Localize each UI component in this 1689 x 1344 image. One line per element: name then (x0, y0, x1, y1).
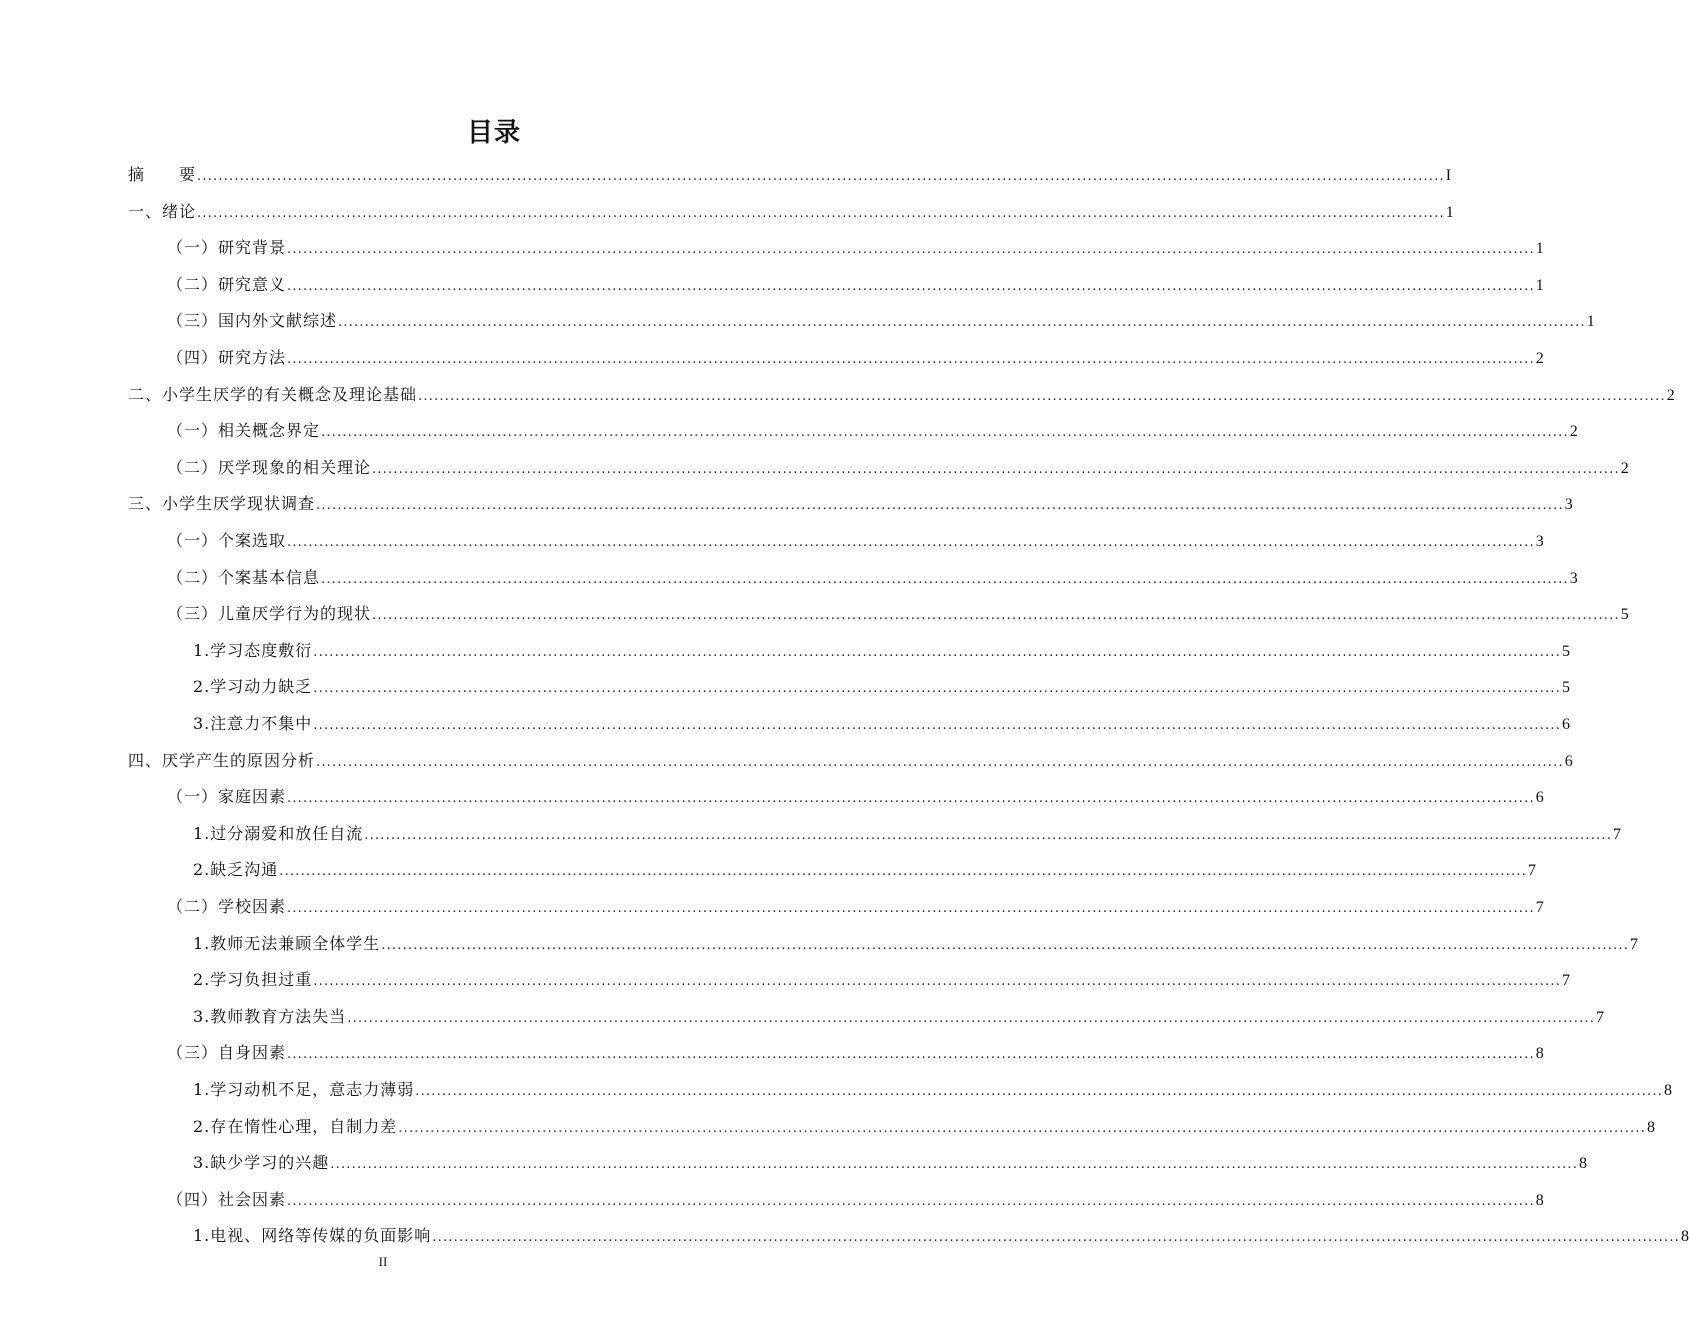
toc-entry-label: （二）厌学现象的相关理论 (167, 457, 372, 477)
page-title: 目录 (466, 118, 521, 148)
toc-entry[interactable] (167, 267, 1544, 303)
toc-entry-label: 1.过分溺爱和放任自流 (193, 823, 364, 843)
toc-entry-page-number: 8 (1579, 1155, 1588, 1173)
toc-dot-leader: .......................................................................................................................................................................................................................................... (287, 1193, 1535, 1209)
toc-entry-label: 3.注意力不集中 (193, 714, 313, 733)
toc-entry-page-number: 8 (1535, 1191, 1544, 1209)
toc-entry-label: （四）社会因素 (167, 1189, 287, 1209)
toc-entry[interactable] (193, 926, 1639, 962)
toc-entry-label: 三、小学生厌学现状调查 (128, 494, 316, 514)
toc-dot-leader: .......................................................................................................................................................................................................................................... (316, 754, 1564, 770)
toc-entry[interactable] (167, 779, 1544, 815)
toc-dot-leader: .......................................................................................................................................................................................................................................... (313, 681, 1562, 697)
toc-dot-leader: .......................................................................................................................................................................................................................................... (279, 864, 1528, 880)
toc-entry-page-number: 3 (1535, 533, 1544, 550)
toc-entry-page-number: 7 (1562, 972, 1571, 990)
toc-entry-label: （三）自身因素 (167, 1043, 287, 1063)
toc-entry-page-number: 1 (1535, 240, 1544, 258)
toc-entry-label: 1.教师无法兼顾全体学生 (193, 933, 381, 953)
toc-entry-label: 四、厌学产生的原因分析 (128, 750, 316, 770)
toc-entry[interactable] (193, 633, 1571, 669)
toc-entry[interactable] (193, 962, 1571, 998)
toc-entry-page-number: 6 (1535, 789, 1544, 807)
toc-entry-page-number: 1 (1445, 203, 1454, 221)
toc-entry-page-number: 6 (1564, 752, 1573, 770)
toc-entry-label: 摘 要 (128, 165, 197, 184)
toc-dot-leader: .......................................................................................................................................................................................................................................... (330, 1157, 1579, 1173)
toc-entry[interactable] (193, 706, 1571, 742)
toc-entry-page-number: 2 (1569, 423, 1578, 441)
toc-entry-label: （一）研究背景 (167, 238, 287, 258)
toc-entry[interactable] (128, 157, 1452, 193)
toc-dot-leader: .......................................................................................................................................................................................................................................... (197, 169, 1445, 184)
toc-entry[interactable] (193, 1072, 1673, 1108)
toc-dot-leader: .......................................................................................................................................................................................................................................... (321, 571, 1569, 587)
toc-entry[interactable] (193, 852, 1537, 888)
toc-entry-label: （一）个案选取 (167, 531, 287, 550)
toc-dot-leader: .......................................................................................................................................................................................................................................... (313, 718, 1562, 733)
toc-entry[interactable] (193, 999, 1605, 1035)
toc-entry-page-number: 5 (1562, 679, 1571, 697)
toc-entry-label: （一）家庭因素 (167, 787, 287, 807)
toc-entry-page-number: 2 (1535, 350, 1544, 367)
toc-dot-leader: .......................................................................................................................................................................................................................................... (347, 1010, 1596, 1026)
toc-entry-page-number: 5 (1562, 642, 1571, 660)
toc-entry-page-number: 7 (1596, 1008, 1605, 1026)
toc-entry[interactable] (128, 377, 1675, 413)
toc-entry-label: 1.学习动机不足，意志力薄弱 (193, 1080, 415, 1099)
toc-entry[interactable] (167, 1035, 1544, 1071)
toc-dot-leader: .......................................................................................................................................................................................................................................... (381, 937, 1630, 953)
toc-entry-label: 2.缺乏沟通 (193, 860, 279, 880)
toc-dot-leader: .......................................................................................................................................................................................................................................... (338, 315, 1586, 331)
toc-entry-label: （二）个案基本信息 (167, 567, 321, 587)
toc-entry-label: 二、小学生厌学的有关概念及理论基础 (128, 384, 418, 404)
toc-dot-leader: .......................................................................................................................................................................................................................................... (372, 608, 1620, 624)
toc-entry[interactable] (128, 194, 1454, 230)
toc-entry-label: 3.缺少学习的兴趣 (193, 1153, 330, 1173)
toc-entry-page-number: 8 (1664, 1082, 1673, 1099)
toc-entry-label: 一、绪论 (128, 201, 197, 221)
toc-entry[interactable] (167, 889, 1544, 925)
toc-dot-leader: .......................................................................................................................................................................................................................................... (432, 1230, 1681, 1246)
toc-entry-page-number: 1 (1586, 313, 1595, 331)
toc-entry[interactable] (167, 413, 1578, 449)
toc-dot-leader: .......................................................................................................................................................................................................................................... (313, 644, 1562, 660)
toc-entry-page-number: 8 (1535, 1045, 1544, 1063)
toc-entry-label: 1.学习态度敷衍 (193, 640, 313, 660)
toc-entry-label: 2.学习动力缺乏 (193, 677, 313, 697)
toc-entry-label: （二）学校因素 (167, 897, 287, 916)
toc-entry[interactable] (167, 340, 1544, 376)
toc-entry-label: （二）研究意义 (167, 274, 287, 294)
toc-entry-page-number: 2 (1666, 386, 1675, 404)
toc-entry-label: 2.学习负担过重 (193, 970, 313, 990)
toc-entry-page-number: I (1445, 167, 1452, 184)
toc-entry[interactable] (167, 1182, 1544, 1218)
toc-dot-leader: .......................................................................................................................................................................................................................................... (313, 974, 1562, 990)
toc-dot-leader: .......................................................................................................................................................................................................................................... (197, 205, 1445, 221)
toc-dot-leader: .......................................................................................................................................................................................................................................... (398, 1120, 1647, 1136)
toc-entry-page-number: 1 (1535, 276, 1544, 294)
toc-dot-leader: .......................................................................................................................................................................................................................................... (372, 461, 1620, 477)
toc-entry-page-number: 6 (1562, 716, 1571, 733)
toc-entry-label: 2.存在惰性心理，自制力差 (193, 1116, 398, 1136)
toc-entry-page-number: 8 (1681, 1228, 1689, 1246)
toc-entry-label: （三）儿童厌学行为的现状 (167, 604, 372, 624)
toc-entry[interactable] (167, 596, 1629, 632)
toc-entry[interactable] (193, 669, 1571, 705)
toc-entry[interactable] (193, 1145, 1588, 1181)
toc-dot-leader: .......................................................................................................................................................................................................................................... (287, 352, 1535, 367)
toc-dot-leader: .......................................................................................................................................................................................................................................... (415, 1084, 1664, 1099)
toc-dot-leader: .......................................................................................................................................................................................................................................... (287, 1047, 1535, 1063)
toc-entry-page-number: 7 (1613, 825, 1622, 843)
toc-entry-page-number: 7 (1535, 899, 1544, 916)
toc-entry[interactable] (167, 303, 1595, 339)
toc-entry[interactable] (193, 1109, 1656, 1145)
toc-entry-page-number: 7 (1630, 935, 1639, 953)
toc-entry[interactable] (128, 486, 1573, 522)
toc-entry[interactable] (167, 523, 1544, 559)
toc-entry[interactable] (193, 816, 1622, 852)
toc-entry-page-number: 3 (1564, 496, 1573, 514)
toc-entry-label: （四）研究方法 (167, 348, 287, 367)
toc-entry[interactable] (167, 560, 1578, 596)
toc-entry-page-number: 8 (1647, 1118, 1656, 1136)
toc-entry-label: （三）国内外文献综述 (167, 311, 338, 331)
toc-dot-leader: .......................................................................................................................................................................................................................................... (287, 901, 1535, 916)
toc-dot-leader: .......................................................................................................................................................................................................................................... (316, 498, 1564, 514)
toc-dot-leader: .......................................................................................................................................................................................................................................... (418, 388, 1666, 404)
toc-dot-leader: .......................................................................................................................................................................................................................................... (287, 791, 1535, 807)
toc-dot-leader: .......................................................................................................................................................................................................................................... (321, 425, 1569, 441)
toc-entry-page-number: 7 (1528, 862, 1537, 880)
toc-dot-leader: .......................................................................................................................................................................................................................................... (287, 535, 1535, 550)
toc-entry[interactable] (128, 743, 1573, 779)
toc-entry-page-number: 3 (1569, 569, 1578, 587)
toc-dot-leader: .......................................................................................................................................................................................................................................... (287, 242, 1535, 258)
toc-entry-label: 1.电视、网络等传媒的负面影响 (193, 1226, 432, 1246)
toc-entry-page-number: 5 (1620, 606, 1629, 624)
toc-entry[interactable] (167, 450, 1629, 486)
toc-entry-label: 3.教师教育方法失当 (193, 1006, 347, 1026)
toc-dot-leader: .......................................................................................................................................................................................................................................... (287, 278, 1535, 294)
toc-entry-page-number: 2 (1620, 459, 1629, 477)
toc-dot-leader: .......................................................................................................................................................................................................................................... (364, 827, 1613, 843)
footer-page-number: II (378, 1254, 388, 1269)
toc-entry-label: （一）相关概念界定 (167, 421, 321, 441)
toc-entry[interactable] (167, 230, 1544, 266)
toc-entry[interactable] (193, 1218, 1689, 1254)
